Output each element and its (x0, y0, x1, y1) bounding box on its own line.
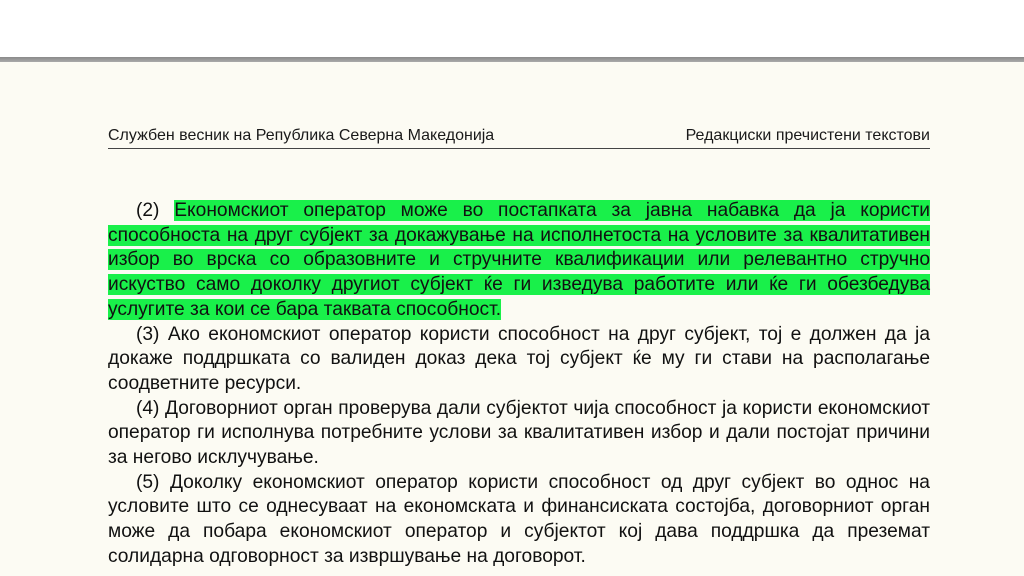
paragraph-text: Доколку економскиот оператор користи способност од друг субјект во однос на условите што се однесуваат на економската и финансиската состојба, договорниот орган може да побара економскиот оператор и субјектот кој дава поддршка да преземат солидарна одговорност за извршување на договорот. (108, 471, 930, 567)
paragraph-text: Договорниот орган проверува дали субјектот чија способност ја користи економскиот оператор ги исполнува потребните услови за квалитативен избор и дали постојат причини за негово исклучување. (108, 397, 930, 469)
paragraph-4 (108, 397, 930, 471)
document-body (108, 199, 930, 570)
gazette-title: Службен весник на Република Северна Македонија (108, 127, 495, 144)
edition-label: Редакциски пречистени текстови (685, 127, 930, 144)
paragraph-5 (108, 471, 930, 570)
paragraph-number: (3) (136, 323, 160, 345)
paragraph-number: (4) (136, 397, 160, 419)
paragraph-2 (108, 199, 930, 323)
paragraph-number: (5) (136, 471, 160, 493)
paragraph-3 (108, 323, 930, 397)
page-header (108, 127, 930, 145)
highlighted-text: Економскиот оператор може во постапката за јавна набавка да ја користи способноста на друг субјект за докажување на исполнетоста на условите за квалитативен избор во врска со образовните и стручните квалификации или релевантно стручно искуство само доколку другиот субјект ќе ги изведува работите или ќе ги обезбедува услугите за кои се бара таквата способност. (108, 200, 930, 320)
top-bar (0, 0, 1024, 57)
paragraph-number: (2) (136, 200, 160, 221)
header-rule (108, 148, 930, 149)
paragraph-text: Ако економскиот оператор користи способност на друг субјект, тој е должен да ја докаже поддршката со валиден доказ дека тој субјект ќе му ги стави на располагање соодветните ресурси. (108, 323, 930, 394)
